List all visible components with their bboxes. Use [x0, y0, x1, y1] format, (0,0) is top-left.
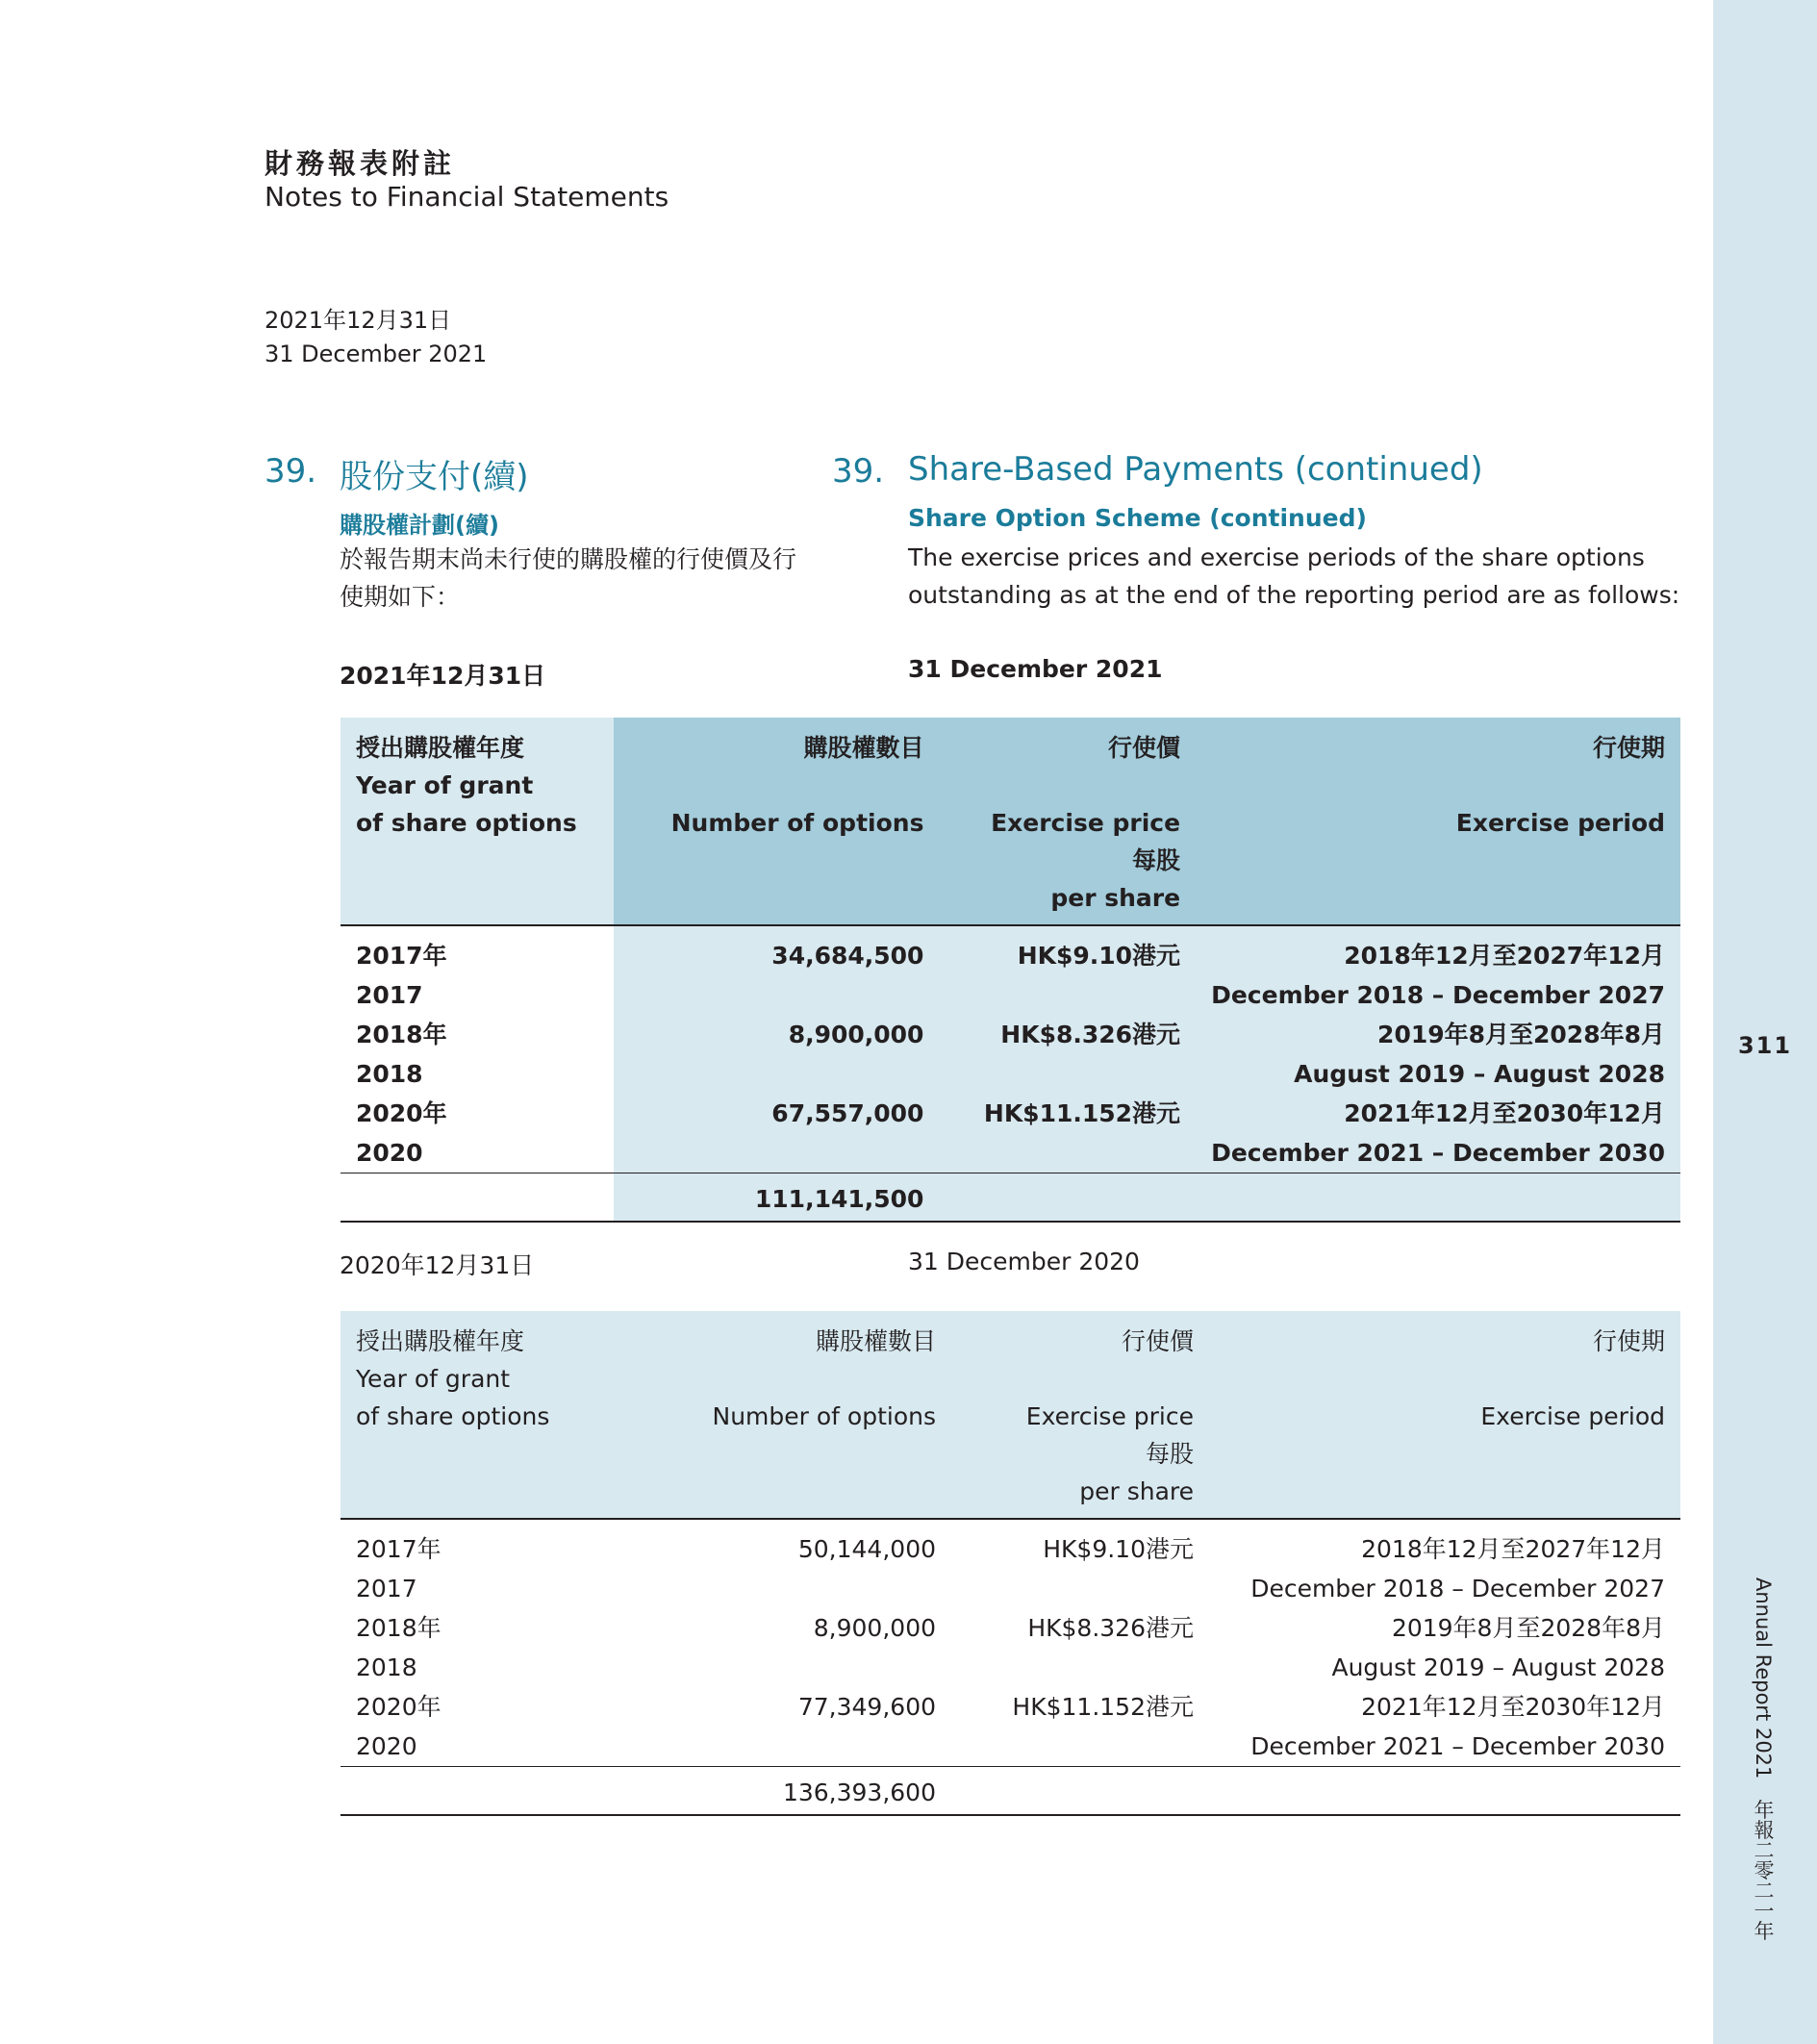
- row-period-en: December 2021 – December 2030: [1250, 1732, 1665, 1760]
- row-year-en: 2018: [356, 1653, 417, 1681]
- table-2020-label-cn: 2020年12月31日: [340, 1251, 535, 1279]
- table-2021-label-en: 31 December 2021: [908, 655, 1163, 683]
- row-options: 50,144,000: [797, 1535, 936, 1563]
- row-year-en: 2020: [341, 1133, 614, 1173]
- header-price: [951, 1311, 1209, 1519]
- header-period-cn: 行使期: [1592, 1327, 1665, 1355]
- header-options: [620, 1311, 951, 1519]
- row-period-cn: 2021年12月至2030年12月: [1196, 1094, 1680, 1133]
- report-label: Annual Report 2021 年報二零二一年: [1752, 1577, 1775, 1941]
- table-row: [341, 1608, 1680, 1648]
- table-row: [341, 1094, 1680, 1133]
- subtitle-en: Share Option Scheme (continued): [908, 504, 1367, 532]
- options-table-2020: [341, 1311, 1680, 1816]
- total-row: [341, 1173, 1680, 1223]
- header-price-cn: 行使價: [1121, 1327, 1194, 1355]
- row-year-en: 2018: [341, 1054, 614, 1094]
- table-row: [341, 1569, 1680, 1608]
- total-options: 111,141,500: [614, 1173, 939, 1223]
- header-price-en: Exercise price: [1025, 1402, 1194, 1430]
- row-period-cn: 2018年12月至2027年12月: [1361, 1535, 1665, 1563]
- subtitle-cn: 購股權計劃(續): [340, 512, 499, 539]
- section-title-en: Share-Based Payments (continued): [908, 450, 1483, 489]
- header-price-per-cn: 每股: [1145, 1440, 1194, 1468]
- header-options-en: Number of options: [712, 1402, 936, 1430]
- table-row: [341, 1648, 1680, 1687]
- row-price: HK$11.152港元: [1012, 1693, 1194, 1721]
- row-options: 77,349,600: [797, 1693, 936, 1721]
- table-2021-label-cn: 2021年12月31日: [340, 662, 546, 690]
- header-date-en: 31 December 2021: [265, 341, 488, 367]
- header-price-cn: 行使價: [1108, 734, 1181, 762]
- header-year-cn: 授出購股權年度: [356, 1327, 525, 1355]
- row-year-en: 2017: [341, 975, 614, 1015]
- row-period-en: December 2021 – December 2030: [1196, 1133, 1680, 1173]
- total-row: [341, 1767, 1680, 1816]
- header-period-en: Exercise period: [1455, 809, 1665, 837]
- row-period-cn: 2018年12月至2027年12月: [1196, 925, 1680, 975]
- table-header-row: [341, 718, 1680, 925]
- table-row: [341, 1015, 1680, 1054]
- header-price-per-en: per share: [1050, 884, 1181, 912]
- row-price: HK$8.326港元: [1027, 1614, 1194, 1642]
- table-row: [341, 1133, 1680, 1173]
- header-year-en-2: of share options: [356, 809, 577, 837]
- paragraph-en: The exercise prices and exercise periods of the share options outstanding as at the end of the reporting period are as follows:: [908, 543, 1680, 609]
- row-period-cn: 2019年8月至2028年8月: [1391, 1614, 1665, 1642]
- row-period-en: August 2019 – August 2028: [1331, 1653, 1665, 1681]
- header-date-cn: 2021年12月31日: [265, 307, 452, 334]
- section-number-cn: 39.: [265, 452, 317, 491]
- header-title-cn: 財務報表附註: [265, 147, 456, 180]
- table-header-row: [341, 1311, 1680, 1519]
- row-price: HK$11.152港元: [939, 1094, 1196, 1133]
- row-year-cn: 2018年: [341, 1015, 614, 1054]
- row-options: 8,900,000: [813, 1614, 936, 1642]
- header-year-en-1: Year of grant: [356, 771, 534, 799]
- row-price: HK$9.10港元: [1043, 1535, 1194, 1563]
- header-options-cn: 購股權數目: [815, 1327, 936, 1355]
- row-options: 34,684,500: [614, 925, 939, 975]
- row-price: HK$9.10港元: [939, 925, 1196, 975]
- header-year-cn: 授出購股權年度: [356, 734, 525, 762]
- header-options-cn: 購股權數目: [803, 734, 924, 762]
- row-options: 67,557,000: [614, 1094, 939, 1133]
- table-row: [341, 975, 1680, 1015]
- row-options: 8,900,000: [614, 1015, 939, 1054]
- header-year-en-2: of share options: [356, 1402, 550, 1430]
- row-year-cn: 2018年: [356, 1614, 442, 1642]
- row-price: HK$8.326港元: [939, 1015, 1196, 1054]
- row-year-cn: 2020年: [341, 1094, 614, 1133]
- header-title-en: Notes to Financial Statements: [265, 181, 669, 213]
- row-period-en: December 2018 – December 2027: [1196, 975, 1680, 1015]
- section-title-cn: 股份支付(續): [340, 458, 529, 496]
- header-period-en: Exercise period: [1480, 1402, 1665, 1430]
- row-period-cn: 2019年8月至2028年8月: [1196, 1015, 1680, 1054]
- header-price-en: Exercise price: [991, 809, 1181, 837]
- header-price-per-en: per share: [1079, 1477, 1194, 1505]
- row-year-en: 2017: [356, 1575, 417, 1602]
- row-period-en: August 2019 – August 2028: [1196, 1054, 1680, 1094]
- header-year-en-1: Year of grant: [356, 1365, 511, 1393]
- table-row: [341, 925, 1680, 975]
- row-year-cn: 2017年: [356, 1535, 442, 1563]
- table-row: [341, 1519, 1680, 1569]
- header-year: [341, 718, 614, 925]
- table-row: [341, 1727, 1680, 1767]
- header-period: [1209, 1311, 1680, 1519]
- header-period-cn: 行使期: [1592, 734, 1665, 762]
- header-period: [1196, 718, 1680, 925]
- total-options: 136,393,600: [782, 1779, 936, 1806]
- header-options-en: Number of options: [670, 809, 924, 837]
- row-year-cn: 2017年: [341, 925, 614, 975]
- header-price-per-cn: 每股: [1132, 846, 1181, 874]
- options-table-2021: [341, 718, 1680, 1223]
- row-period-en: December 2018 – December 2027: [1250, 1575, 1665, 1602]
- paragraph-cn: 於報告期末尚未行使的購股權的行使價及行使期如下：: [340, 545, 797, 611]
- table-2020-label-en: 31 December 2020: [908, 1248, 1140, 1275]
- page-number: 311: [1737, 1032, 1793, 1059]
- row-year-en: 2020: [356, 1732, 417, 1760]
- table-row: [341, 1054, 1680, 1094]
- section-number-en: 39.: [832, 452, 885, 491]
- header-price: [939, 718, 1196, 925]
- header-year: [341, 1311, 620, 1519]
- header-options: [614, 718, 939, 925]
- row-year-cn: 2020年: [356, 1693, 442, 1721]
- row-period-cn: 2021年12月至2030年12月: [1361, 1693, 1665, 1721]
- table-row: [341, 1687, 1680, 1727]
